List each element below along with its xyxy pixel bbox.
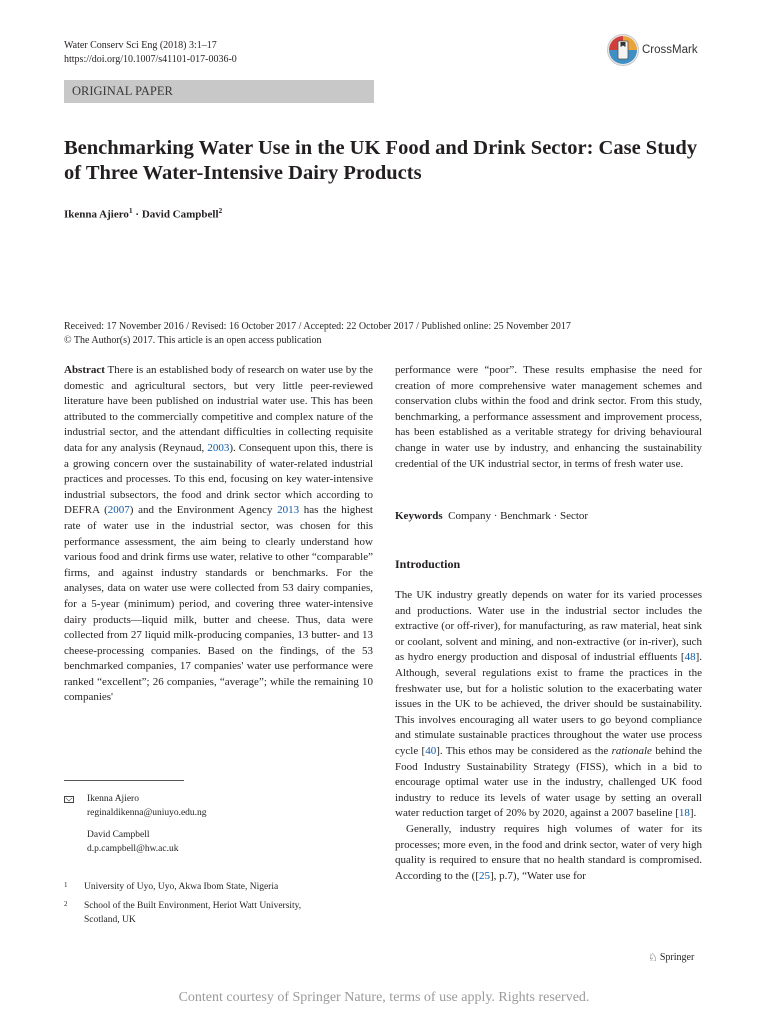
journal-citation: Water Conserv Sci Eng (2018) 3:1–17: [64, 40, 217, 51]
contact-email-2[interactable]: d.p.campbell@hw.ac.uk: [87, 843, 179, 854]
springer-logo: [648, 951, 694, 964]
article-history: [64, 320, 714, 348]
keywords-label: Keywords: [395, 510, 443, 522]
abstract-left: [64, 363, 373, 706]
author-2-affiliation: 2: [218, 206, 223, 215]
ref-link-48[interactable]: 48: [684, 651, 696, 664]
intro-italic: rationale: [611, 744, 652, 757]
crossmark-badge[interactable]: [606, 30, 698, 70]
ref-link-2007[interactable]: 2007: [107, 504, 130, 517]
abstract-text-3: ) and the Environment Agency: [129, 504, 278, 517]
author-separator: ·: [132, 208, 142, 221]
intro-text: behind the Food Industry Sustainability Strategy (FISS), which in a bid to encourage optimal water use in the industry, challenged UK food industry to reduce its levels of water usage by setting an overall water reduction target of 20% by 2020, against a 2007 baseline [: [395, 744, 702, 820]
copyright-line: © The Author(s) 2017. This article is an open access publication: [64, 335, 322, 346]
intro-text: ].: [689, 807, 697, 820]
ref-link-2003[interactable]: 2003: [207, 441, 230, 454]
corresponding-contact: [64, 793, 207, 856]
contact-email-1[interactable]: reginaldikenna@uniuyo.edu.ng: [87, 807, 207, 818]
abstract-label: Abstract: [64, 364, 105, 376]
envelope-icon: [64, 796, 74, 803]
affiliation-number: 2: [64, 900, 68, 908]
author-1[interactable]: Ikenna Ajiero: [64, 208, 129, 221]
affiliation-text: School of the Built Environment, Heriot Watt University, Scotland, UK: [84, 901, 302, 925]
springer-knight-icon: ♘: [648, 952, 658, 964]
paper-title: Benchmarking Water Use in the UK Food and Drink Sector: Case Study of Three Water-Intensive Dairy Products: [64, 137, 698, 184]
footer-notice: Content courtesy of Springer Nature, terms of use apply. Rights reserved.: [178, 990, 590, 1005]
intro-paragraph-1: [395, 588, 702, 822]
footnote-divider: [64, 780, 184, 781]
intro-text: The UK industry greatly depends on water for its varied processes and productions. Water use in the industrial sector includes the extractive (or off-river), for manufacturing, as raw material, heat sink or coolant, solvent and mining, and non-extractive (or in-river), such as hydro energy production and disposal of industrial effluents [: [395, 589, 702, 664]
ref-link-18[interactable]: 18: [678, 807, 690, 820]
author-2[interactable]: David Campbell: [141, 208, 219, 221]
introduction-body: [395, 588, 702, 884]
date-line: Received: 17 November 2016 / Revised: 16 October 2017 / Accepted: 22 October 2017 / Published online: 25 November 2017: [64, 321, 571, 332]
intro-paragraph-2: [395, 822, 702, 884]
publisher-name: Springer: [659, 952, 695, 963]
keywords: [395, 510, 588, 522]
ref-link-40[interactable]: 40: [425, 744, 437, 757]
ref-link-25[interactable]: 25: [479, 869, 490, 882]
introduction-heading: Introduction: [395, 557, 461, 571]
paper-type-banner: ORIGINAL PAPER: [64, 80, 374, 103]
affiliation-text: University of Uyo, Uyo, Akwa Ibom State, Nigeria: [84, 882, 279, 892]
abstract-text-2: ). Consequent upon this, there is a growing concern over the sustainability of water-related industrial practices and processes. To this end, focusing on key water-intensive industrial subsectors, the food and drink sector which according to DEFRA (: [64, 441, 373, 517]
affiliation-number: 1: [64, 881, 68, 889]
authors-line: [64, 206, 222, 221]
intro-text: ]. Although, several regulations exist to frame the practices in the freshwater use, but for a holistic solution to the exacerbating water issues in the UK to be achieved, the driver should be sustainability. This involves encouraging all water users to go beyond compliance and stimulate sustainable practices throughout the water use process cycle [: [395, 651, 702, 757]
intro-text: Generally, industry requires high volumes of water for its processes; more even, in the food and drink sector, water of very high quality is required to ensure that no health standard is compromised. According to the ([: [395, 822, 702, 882]
doi-link[interactable]: https://doi.org/10.1007/s41101-017-0036-0: [64, 54, 237, 65]
contact-name-1: Ikenna Ajiero: [87, 794, 139, 804]
keywords-text: Company · Benchmark · Sector: [448, 510, 589, 522]
crossmark-icon: [606, 33, 640, 67]
crossmark-label: CrossMark: [642, 44, 698, 56]
ref-link-2013[interactable]: 2013: [277, 504, 300, 517]
abstract-text-5: performance were “poor”. These results emphasise the need for creation of more comprehensive water management schemes and conservation clubs within the food and drink sector. From this study, benchmarking, a performance assessment and improvement process, has been established as a veritable strategy for driving behavioural change in water use by industry, and enhancing the sustainability credential of the UK industrial sector, in terms of fresh water use.: [395, 364, 702, 470]
intro-text: ]. This ethos may be considered as the: [436, 744, 612, 757]
abstract-right: [395, 363, 702, 472]
author-1-affiliation: 1: [128, 206, 133, 215]
contact-name-2: David Campbell: [87, 830, 150, 840]
intro-text: ], p.7), “Water use for: [490, 869, 586, 882]
abstract-text-4: has the highest rate of water use in the industrial sector, was chosen for this performance assessment, the aim being to clearly understand how various food and drink firms use water, relative to other “comparable” firms, and against industry standards or benchmarks. For the analyses, data on water use were collected from 53 dairy companies, for a 5-year (minimum) period, and covering three water-intensive dairy products—liquid milk, butter and cheese. Thus, data were collected from 27 liquid milk-producing companies, 13 butter- and 13 cheese-processing companies. Based on the findings, of the 53 benchmarked companies, 17 companies' water use performance were ranked “excellent”; 26 companies, “average”; while the remaining 10 companies': [64, 504, 373, 704]
abstract-text-1: There is an established body of research on water use by the domestic and agricultural sectors, but very little peer-reviewed literature have been published on industrial water use. This has been attributed to the commercially competitive and complex nature of the industrial sector, and the attendant difficulties in collecting requisite data for any analysis (Reynaud,: [64, 364, 373, 454]
